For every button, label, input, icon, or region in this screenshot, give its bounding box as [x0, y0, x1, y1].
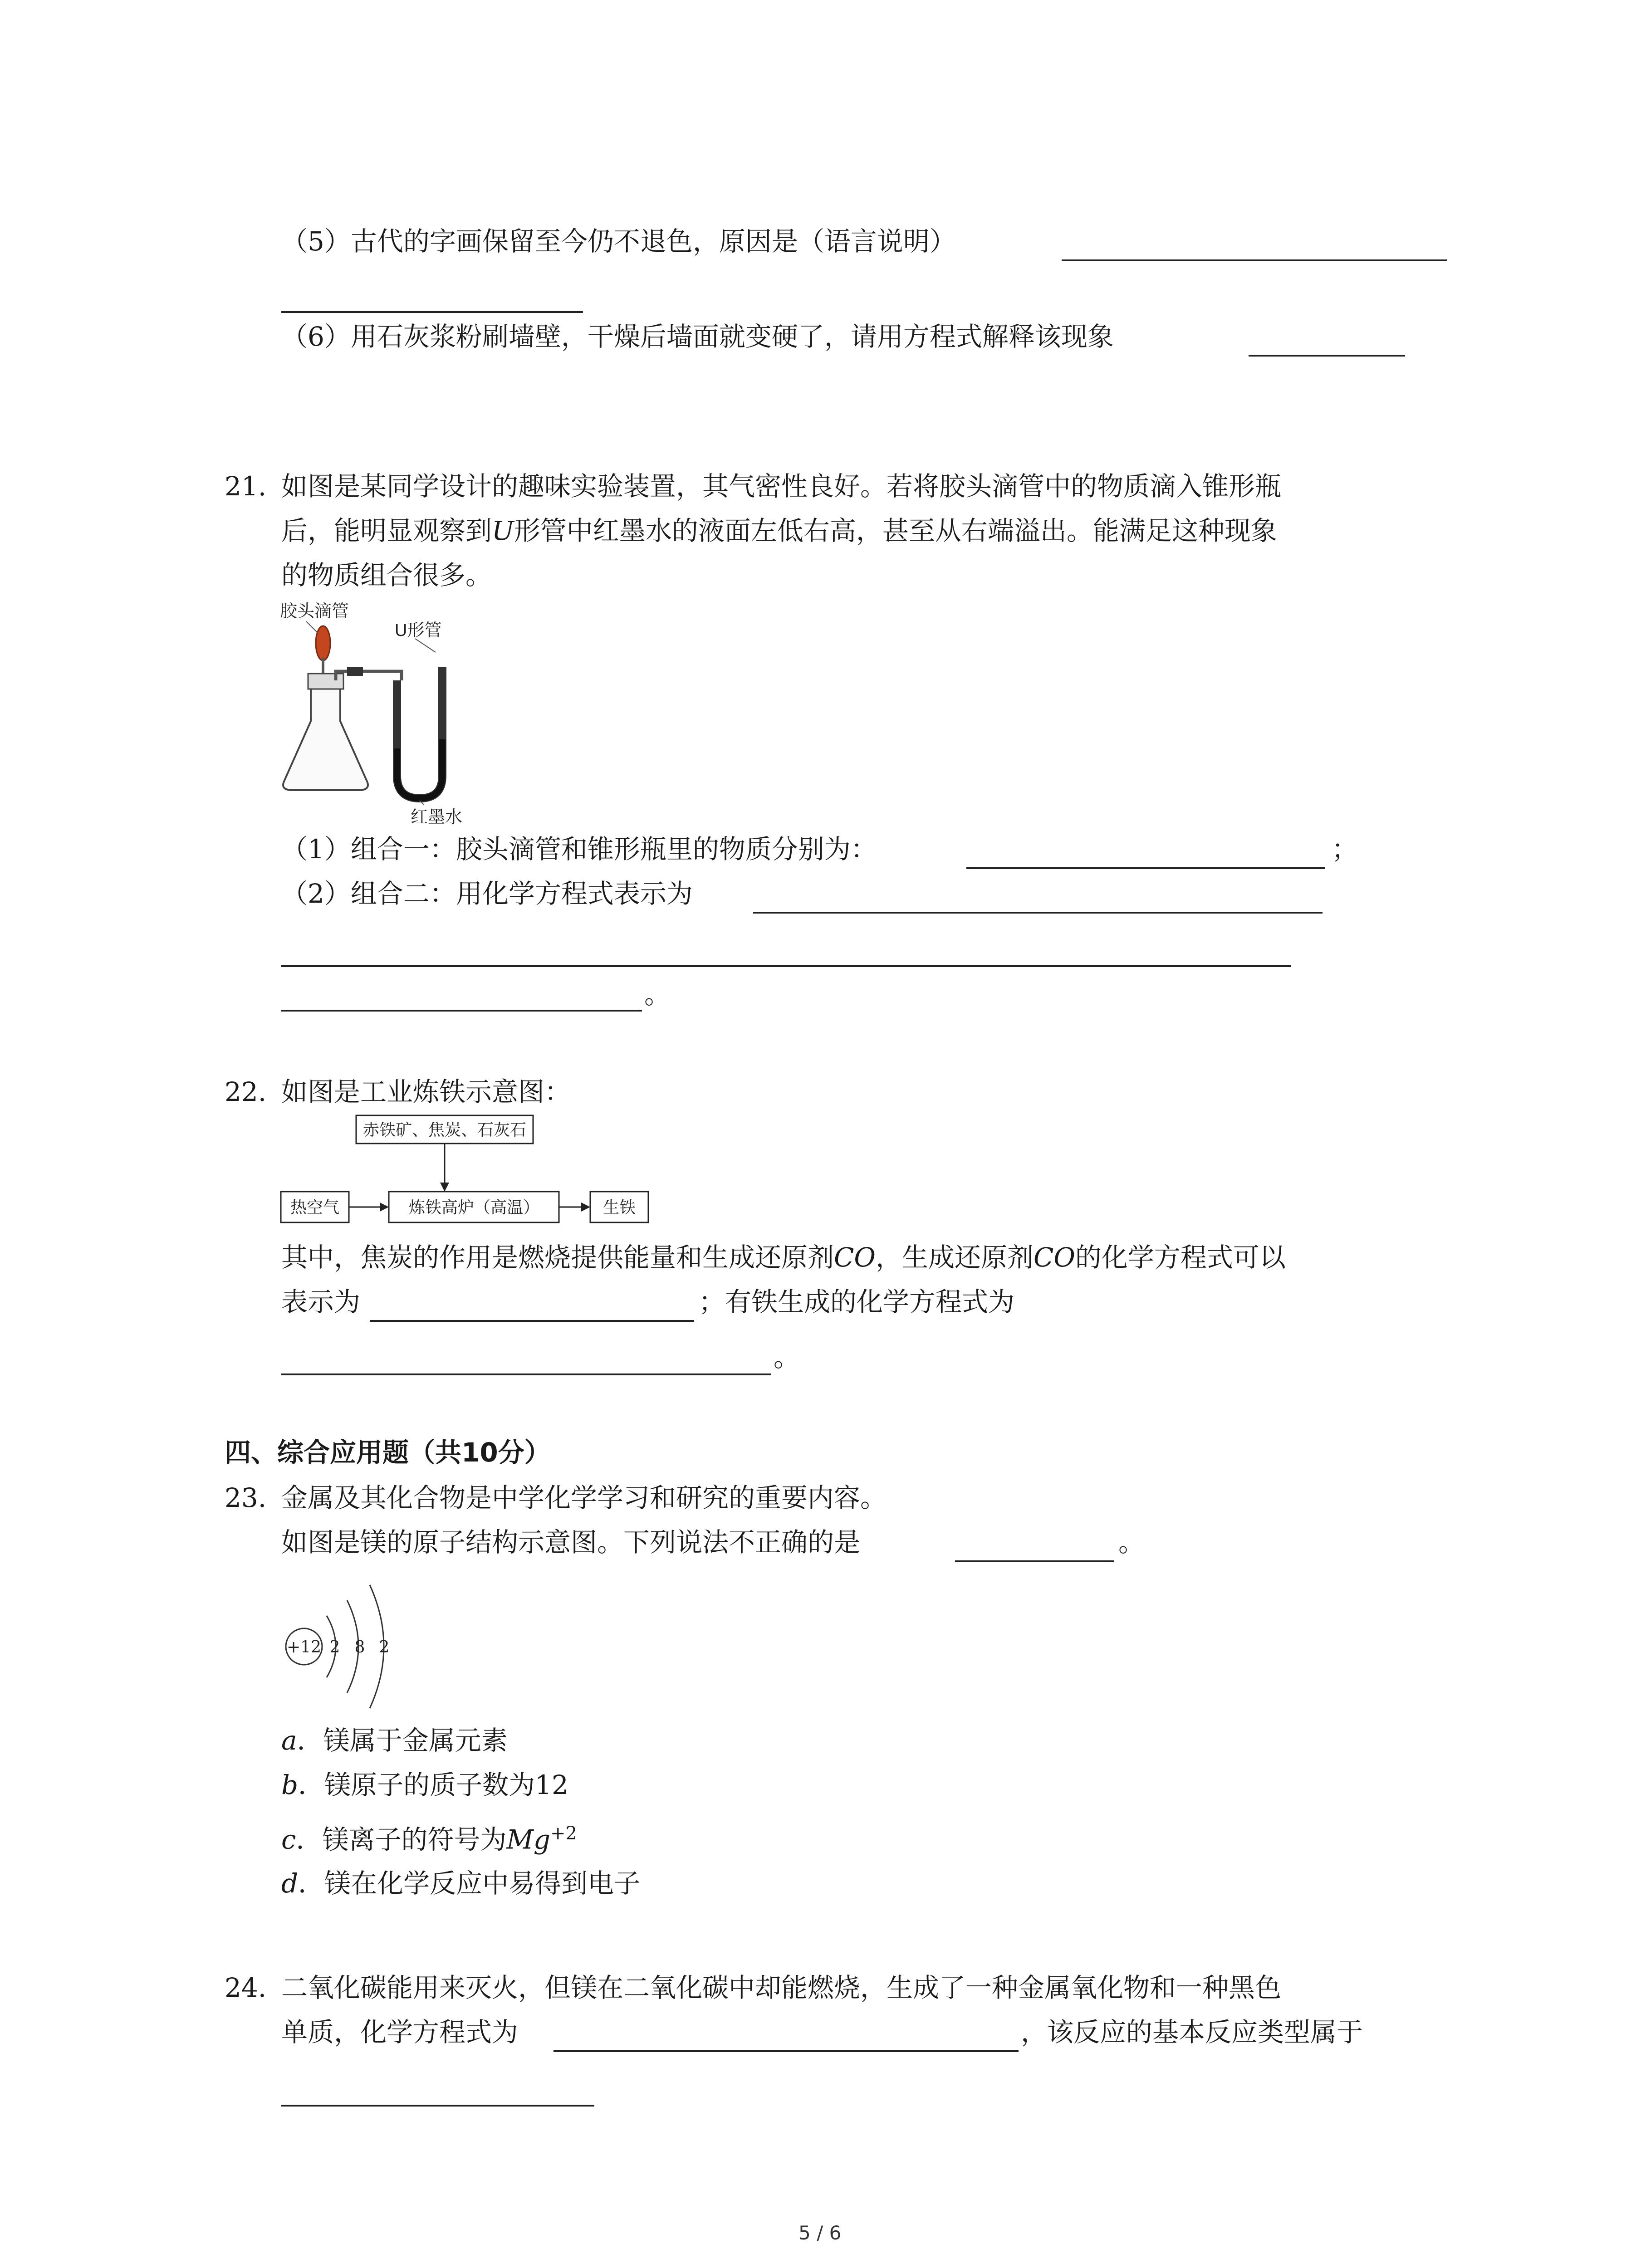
mg-charge-superscript: +2	[550, 1823, 577, 1844]
shell-1-electrons: 2	[329, 1638, 340, 1657]
option-letter: c	[281, 1824, 296, 1855]
mg-atom-structure-diagram	[279, 1579, 411, 1715]
q21-apparatus-figure	[279, 599, 497, 826]
q22-intro: 如图是工业炼铁示意图：	[281, 1076, 571, 1107]
q23-option-d[interactable]	[281, 1860, 640, 1907]
option-letter: d	[281, 1868, 299, 1899]
q21-line2-a: 后，能明显观察到	[281, 515, 492, 546]
option-letter: b	[281, 1769, 299, 1800]
q23-answer-blank[interactable]	[955, 1560, 1114, 1562]
q21-part2: （2）组合二：用化学方程式表示为	[281, 878, 693, 909]
q21-end-mark: 。	[644, 979, 671, 1010]
q21-line2-b: 形管中红墨水的液面左低右高，甚至从右端溢出。能满足这种现象	[514, 515, 1277, 546]
q21-part2-blank-cont2[interactable]	[281, 1010, 642, 1012]
q23-end-mark: 。	[1118, 1527, 1145, 1558]
q21-part2-blank-cont[interactable]	[281, 965, 1291, 967]
q23-option-a[interactable]	[281, 1717, 508, 1764]
q23-option-c[interactable]	[281, 1810, 577, 1863]
q22-line1-b: ，生成还原剂	[875, 1242, 1034, 1273]
q21-line1: 如图是某同学设计的趣味实验装置，其气密性良好。若将胶头滴管中的物质滴入锥形瓶	[281, 471, 1282, 502]
arrow-right-icon	[380, 1202, 389, 1212]
mg-formula: Mg	[506, 1824, 551, 1855]
q24-line2-b: ，该反应的基本反应类型属于	[1021, 2017, 1363, 2048]
q22-line2-a: 表示为	[281, 1286, 361, 1317]
q21-part1-blank[interactable]	[966, 867, 1325, 869]
q23-line1: 金属及其化合物是中学化学学习和研究的重要内容。	[281, 1482, 887, 1513]
shell-2-electrons: 8	[354, 1638, 365, 1657]
option-letter: a	[281, 1725, 297, 1756]
q21-var-u: U	[492, 515, 514, 546]
q22-number: 22.	[225, 1076, 267, 1107]
option-text: ．镁原子的质子数为12	[298, 1769, 568, 1800]
dropper-bulb-icon	[316, 626, 330, 660]
page-number: 5 / 6	[798, 2222, 842, 2244]
q23-number: 23.	[225, 1482, 267, 1513]
q22-co-equation-blank[interactable]	[370, 1320, 694, 1322]
q24-line1: 二氧化碳能用来灭火，但镁在二氧化碳中却能燃烧，生成了一种金属氧化物和一种黑色	[281, 1972, 1282, 2003]
q20-part5: （5）古代的字画保留至今仍不退色，原因是（语言说明）	[281, 226, 956, 257]
dropper-label: 胶头滴管	[280, 602, 349, 621]
arrow-down-icon	[440, 1183, 449, 1192]
q20-part5-blank[interactable]	[1062, 259, 1447, 261]
q24-equation-blank[interactable]	[554, 2050, 1019, 2052]
q21-part1-end: ；	[1332, 834, 1358, 865]
q21-line2	[281, 507, 1277, 554]
nucleus-charge: +12	[287, 1638, 321, 1657]
q20-part6: （6）用石灰浆粉刷墙壁，干燥后墙面就变硬了，请用方程式解释该现象	[281, 321, 1114, 352]
raw-materials-label: 赤铁矿、焦炭、石灰石	[362, 1120, 527, 1139]
q21-line3: 的物质组合很多。	[281, 560, 492, 591]
q22-ironmaking-flowchart	[279, 1114, 660, 1229]
q24-line2-a: 单质，化学方程式为	[281, 2017, 519, 2048]
u-tube-icon	[397, 667, 442, 798]
red-ink-column-icon	[397, 739, 442, 798]
option-text: ．镁离子的符号为	[296, 1824, 507, 1855]
q22-line1	[281, 1234, 1286, 1281]
q21-number: 21.	[225, 471, 267, 502]
q21-part1: （1）组合一：胶头滴管和锥形瓶里的物质分别为：	[281, 834, 877, 865]
conical-flask-icon	[283, 680, 368, 790]
q22-end-mark: 。	[774, 1342, 800, 1373]
q22-line1-c: 的化学方程式可以	[1075, 1242, 1286, 1273]
option-text: ．镁属于金属元素	[297, 1725, 508, 1756]
q24-number: 24.	[225, 1972, 267, 2003]
red-ink-label: 红墨水	[411, 808, 463, 826]
q23-option-b[interactable]	[281, 1761, 568, 1809]
u-tube-label: U形管	[395, 621, 442, 640]
q22-co-2: CO	[1033, 1242, 1075, 1273]
shell-3-electrons: 2	[379, 1638, 390, 1657]
furnace-label: 炼铁高炉（高温）	[408, 1198, 540, 1217]
q22-line2-b: ；有铁生成的化学方程式为	[699, 1286, 1015, 1317]
q20-part6-blank[interactable]	[1249, 355, 1405, 357]
q22-line1-a: 其中，焦炭的作用是燃烧提供能量和生成还原剂	[281, 1242, 834, 1273]
pig-iron-label: 生铁	[603, 1198, 636, 1217]
q22-iron-equation-blank[interactable]	[281, 1374, 771, 1375]
q24-reaction-type-blank[interactable]	[281, 2105, 594, 2107]
q22-co-1: CO	[834, 1242, 876, 1273]
hot-air-label: 热空气	[290, 1198, 340, 1217]
flask-stopper-icon	[308, 674, 343, 689]
arrow-right-icon	[581, 1202, 590, 1212]
option-text: ．镁在化学反应中易得到电子	[298, 1868, 641, 1899]
q23-line2: 如图是镁的原子结构示意图。下列说法不正确的是	[281, 1527, 861, 1558]
section4-title: 四、综合应用题（共10分）	[225, 1437, 551, 1468]
q21-part2-blank[interactable]	[753, 912, 1323, 914]
